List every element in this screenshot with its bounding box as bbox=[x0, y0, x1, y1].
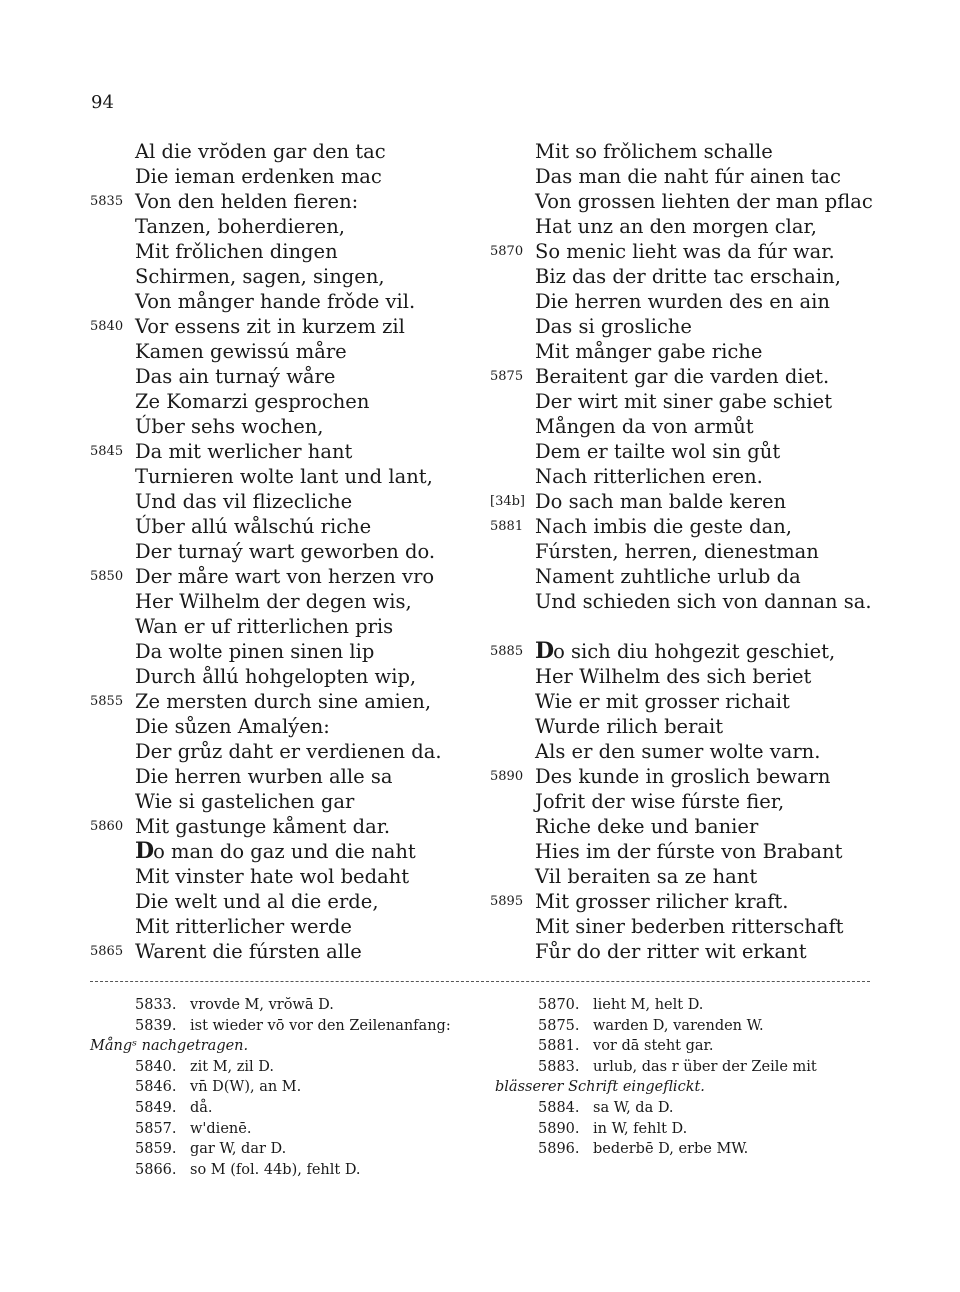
verse-line bbox=[90, 364, 490, 389]
verse-text bbox=[135, 889, 379, 914]
verse-text bbox=[535, 414, 754, 439]
verse-line bbox=[490, 364, 910, 389]
line-number: 5895 bbox=[490, 894, 524, 909]
verse-body: Nach imbis die geste dan, bbox=[535, 515, 792, 538]
verse-text bbox=[535, 339, 762, 364]
verse-body: Vor essens zit in kurzem zil bbox=[135, 315, 405, 338]
line-number: 5860 bbox=[90, 819, 124, 834]
verse-text bbox=[535, 939, 807, 964]
verse-text bbox=[535, 289, 830, 314]
verse-body: Durch ållú hohgelopten wip, bbox=[135, 665, 417, 688]
verse-line bbox=[90, 489, 490, 514]
verse-text bbox=[135, 839, 416, 864]
verse-body: Mit frǒlichen dingen bbox=[135, 240, 338, 263]
footnote-text: ist wieder vō vor den Zeilenanfang: bbox=[190, 1017, 451, 1034]
footnote bbox=[495, 1036, 875, 1057]
verse-body: Der wirt mit siner gabe schiet bbox=[535, 390, 833, 413]
verse-text bbox=[535, 439, 780, 464]
footnote-text: vor dā steht gar. bbox=[593, 1038, 714, 1055]
verse-text bbox=[135, 764, 392, 789]
verse-body: Jofrit der wise fúrste fier, bbox=[535, 790, 785, 813]
verse-body: Der måre wart von herzen vro bbox=[135, 565, 435, 588]
footnote-ref: 5884. bbox=[538, 1099, 580, 1116]
footnote-ref: 5859. bbox=[135, 1141, 177, 1158]
verse-body: Und das vil flizecliche bbox=[135, 490, 353, 513]
verse-body: Mit grosser rilicher kraft. bbox=[535, 890, 789, 913]
verse-text bbox=[535, 789, 784, 814]
footnote-ref: 5866. bbox=[135, 1161, 177, 1178]
verse-line bbox=[90, 664, 490, 689]
footnote bbox=[90, 1016, 490, 1037]
verse-body: Das ain turnaý wåre bbox=[135, 365, 336, 388]
footnote-continuation: blässerer Schrift eingeflickt. bbox=[495, 1079, 705, 1096]
verse-line bbox=[90, 914, 490, 939]
verse-text bbox=[135, 614, 393, 639]
verse-line bbox=[90, 689, 490, 714]
initial-letter: D bbox=[535, 638, 554, 664]
footnote-text: då. bbox=[190, 1099, 213, 1116]
footnote bbox=[495, 1119, 875, 1140]
footnote-ref: 5870. bbox=[538, 997, 580, 1013]
verse-text bbox=[135, 139, 386, 164]
verse-body: Wie si gastelichen gar bbox=[135, 790, 355, 813]
footnote-text: gar W, dar D. bbox=[190, 1141, 287, 1158]
verse-line bbox=[90, 414, 490, 439]
verse-text bbox=[535, 139, 773, 164]
verse-line bbox=[90, 314, 490, 339]
verse-text bbox=[535, 514, 792, 539]
verse-line bbox=[490, 739, 910, 764]
verse-text bbox=[135, 539, 435, 564]
footnote-ref: 5833. bbox=[135, 997, 177, 1013]
verse-body: o man do gaz und die naht bbox=[153, 840, 416, 863]
verse-body: Ze Komarzi gesprochen bbox=[135, 390, 370, 413]
footnote bbox=[495, 1077, 875, 1098]
verse-line bbox=[490, 289, 910, 314]
verse-text bbox=[535, 864, 757, 889]
verse-body: Vil beraiten sa ze hant bbox=[535, 865, 758, 888]
verse-line bbox=[490, 514, 910, 539]
verse-line bbox=[90, 164, 490, 189]
line-number: [34b] bbox=[490, 494, 526, 509]
footnote bbox=[90, 1160, 490, 1181]
verse-line bbox=[90, 564, 490, 589]
verse-body: Her Wilhelm der degen wis, bbox=[135, 590, 412, 613]
line-number: 5885 bbox=[490, 644, 524, 659]
verse-text bbox=[135, 739, 442, 764]
verse-line bbox=[90, 514, 490, 539]
verse-line bbox=[490, 464, 910, 489]
verse-line bbox=[490, 164, 910, 189]
verse-line bbox=[90, 214, 490, 239]
footnote-text: bederbē D, erbe MW. bbox=[593, 1141, 749, 1158]
verse-text bbox=[535, 364, 829, 389]
verse-text bbox=[535, 739, 820, 764]
footnote bbox=[90, 1036, 490, 1057]
verse-text bbox=[135, 439, 352, 464]
verse-body: Fúrsten, herren, dienestman bbox=[535, 540, 819, 563]
verse-line bbox=[90, 939, 490, 964]
verse-line bbox=[490, 914, 910, 939]
footnote-text: warden D, varenden W. bbox=[593, 1017, 764, 1034]
verse-text bbox=[135, 464, 433, 489]
line-number: 5855 bbox=[90, 694, 124, 709]
verse-text bbox=[135, 389, 369, 414]
verse-text bbox=[135, 914, 352, 939]
verse-body: Die herren wurben alle sa bbox=[135, 765, 393, 788]
footnote bbox=[495, 1139, 875, 1160]
verse-text bbox=[135, 264, 385, 289]
verse-text bbox=[135, 864, 409, 889]
verse-body: Beraitent gar die varden diet. bbox=[535, 365, 830, 388]
verse-line bbox=[90, 589, 490, 614]
verse-body: Schirmen, sagen, singen, bbox=[135, 265, 385, 288]
footnote-text: sa W, da D. bbox=[593, 1099, 674, 1116]
verse-body: Turnieren wolte lant und lant, bbox=[135, 465, 433, 488]
footnote bbox=[495, 1057, 875, 1078]
verse-body: o sich diu hohgezit geschiet, bbox=[553, 640, 836, 663]
footnote-divider bbox=[90, 981, 870, 982]
footnote-text: vrovde M, vrŏwā D. bbox=[190, 997, 334, 1013]
verse-text bbox=[535, 314, 692, 339]
verse-body: Dem er tailte wol sin gůt bbox=[535, 440, 781, 463]
footnote bbox=[495, 1016, 875, 1037]
line-number: 5840 bbox=[90, 319, 124, 334]
verse-text bbox=[135, 414, 324, 439]
line-number: 5835 bbox=[90, 194, 124, 209]
verse-text bbox=[535, 564, 801, 589]
verse-line bbox=[90, 439, 490, 464]
verse-text bbox=[135, 639, 374, 664]
verse-text bbox=[535, 664, 811, 689]
verse-text bbox=[535, 189, 873, 214]
footnote-ref: 5839. bbox=[135, 1017, 177, 1034]
verse-line bbox=[490, 864, 910, 889]
verse-text bbox=[135, 289, 415, 314]
verse-line bbox=[490, 689, 910, 714]
verse-text bbox=[535, 839, 842, 864]
verse-text bbox=[135, 814, 390, 839]
verse-text bbox=[535, 214, 817, 239]
footnote bbox=[90, 1077, 490, 1098]
verse-text bbox=[535, 589, 872, 614]
verse-text bbox=[135, 364, 335, 389]
verse-line bbox=[490, 714, 910, 739]
verse-line bbox=[90, 264, 490, 289]
line-number: 5850 bbox=[90, 569, 124, 584]
footnote-ref: 5881. bbox=[538, 1038, 580, 1055]
verse-body: Des kunde in groslich bewarn bbox=[535, 765, 831, 788]
verse-body: Und schieden sich von dannan sa. bbox=[535, 590, 872, 613]
verse-line bbox=[90, 789, 490, 814]
verse-text bbox=[135, 689, 431, 714]
footnote-text: vn̄ D(W), an M. bbox=[190, 1079, 302, 1096]
footnote bbox=[90, 995, 490, 1016]
line-number: 5870 bbox=[490, 244, 524, 259]
verse-body: Riche deke und banier bbox=[535, 815, 759, 838]
verse-body: Von den helden fieren: bbox=[135, 190, 359, 213]
verse-line bbox=[490, 389, 910, 414]
footnote bbox=[90, 1057, 490, 1078]
verse-body: Mit ritterlicher werde bbox=[135, 915, 352, 938]
verse-text bbox=[135, 214, 345, 239]
footnote-ref: 5857. bbox=[135, 1120, 177, 1137]
verse-body: Wurde rilich berait bbox=[535, 715, 724, 738]
verse-line bbox=[90, 239, 490, 264]
verse-line bbox=[490, 314, 910, 339]
verse-line bbox=[90, 539, 490, 564]
verse-body: Mit so frǒlichem schalle bbox=[535, 140, 773, 163]
verse-line bbox=[490, 839, 910, 864]
verse-body: Wan er uf ritterlichen pris bbox=[135, 615, 394, 638]
verse-text bbox=[135, 789, 354, 814]
line-number: 5845 bbox=[90, 444, 124, 459]
verse-line bbox=[90, 639, 490, 664]
verse-line bbox=[490, 789, 910, 814]
verse-body: Nach ritterlichen eren. bbox=[535, 465, 763, 488]
verse-text bbox=[135, 339, 347, 364]
verse-line bbox=[490, 889, 910, 914]
footnotes-right bbox=[495, 995, 875, 1160]
verse-body: Die ieman erdenken mac bbox=[135, 165, 382, 188]
verse-line bbox=[490, 139, 910, 164]
verse-text bbox=[535, 464, 763, 489]
verse-body: Von grossen liehten der man pflac bbox=[535, 190, 873, 213]
verse-body: Fůr do der ritter wit erkant bbox=[535, 940, 807, 963]
verse-text bbox=[535, 239, 835, 264]
verse-body: Mit siner bederben ritterschaft bbox=[535, 915, 844, 938]
verse-body: Als er den sumer wolte varn. bbox=[535, 740, 821, 763]
footnote-ref: 5875. bbox=[538, 1017, 580, 1034]
verse-text bbox=[535, 714, 723, 739]
verse-text bbox=[535, 539, 819, 564]
verse-text bbox=[135, 514, 371, 539]
verse-column-left bbox=[90, 139, 490, 964]
verse-body: Mången da von armůt bbox=[535, 415, 754, 438]
verse-line bbox=[490, 214, 910, 239]
verse-text bbox=[535, 764, 830, 789]
footnote-text: lieht M, helt D. bbox=[593, 997, 704, 1013]
verse-body: So menic lieht was da fúr war. bbox=[535, 240, 835, 263]
verse-line bbox=[90, 739, 490, 764]
verse-text bbox=[535, 689, 790, 714]
verse-body: Kamen gewissú måre bbox=[135, 340, 347, 363]
verse-line bbox=[490, 414, 910, 439]
verse-line bbox=[490, 339, 910, 364]
verse-line bbox=[90, 189, 490, 214]
verse-body: Tanzen, boherdieren, bbox=[135, 215, 345, 238]
footnote bbox=[90, 1139, 490, 1160]
verse-line bbox=[490, 189, 910, 214]
verse-body: Úber sehs wochen, bbox=[135, 415, 324, 438]
verse-line bbox=[90, 389, 490, 414]
verse-text bbox=[535, 814, 758, 839]
verse-body: Die herren wurden des en ain bbox=[535, 290, 830, 313]
verse-line bbox=[490, 564, 910, 589]
verse-body: Mit gastunge kåment dar. bbox=[135, 815, 391, 838]
verse-body: Die welt und al die erde, bbox=[135, 890, 379, 913]
verse-text bbox=[535, 914, 844, 939]
verse-text bbox=[535, 489, 786, 514]
verse-line bbox=[490, 814, 910, 839]
verse-line bbox=[490, 664, 910, 689]
verse-body: Da wolte pinen sinen lip bbox=[135, 640, 375, 663]
verse-text bbox=[135, 314, 405, 339]
verse-line bbox=[490, 939, 910, 964]
verse-body: Die sůzen Amalýen: bbox=[135, 715, 330, 738]
verse-body: Der turnaý wart geworben do. bbox=[135, 540, 436, 563]
verse-line bbox=[90, 864, 490, 889]
footnote bbox=[90, 1098, 490, 1119]
footnote-text: zit M, zil D. bbox=[190, 1058, 275, 1075]
footnote-ref: 5896. bbox=[538, 1141, 580, 1158]
verse-text bbox=[135, 939, 362, 964]
verse-text bbox=[135, 239, 338, 264]
verse-body: Hat unz an den morgen clar, bbox=[535, 215, 817, 238]
verse-line bbox=[90, 839, 490, 864]
verse-line bbox=[490, 764, 910, 789]
verse-line bbox=[490, 264, 910, 289]
verse-line bbox=[490, 439, 910, 464]
verse-text bbox=[535, 639, 835, 664]
verse-column-right bbox=[490, 139, 910, 964]
verse-body: Hies im der fúrste von Brabant bbox=[535, 840, 843, 863]
verse-line bbox=[490, 489, 910, 514]
verse-line bbox=[90, 614, 490, 639]
line-number: 5890 bbox=[490, 769, 524, 784]
verse-body: Da mit werlicher hant bbox=[135, 440, 353, 463]
verse-body: Das man die naht fúr ainen tac bbox=[535, 165, 841, 188]
verse-body: Mit vinster hate wol bedaht bbox=[135, 865, 410, 888]
verse-line bbox=[490, 589, 910, 614]
verse-line bbox=[90, 289, 490, 314]
page-number: 94 bbox=[91, 92, 114, 113]
verse-line bbox=[490, 639, 910, 664]
footnote bbox=[495, 1098, 875, 1119]
verse-line bbox=[490, 239, 910, 264]
verse-line bbox=[90, 339, 490, 364]
verse-text bbox=[135, 664, 416, 689]
verse-text bbox=[135, 164, 382, 189]
line-number: 5875 bbox=[490, 369, 524, 384]
footnote-text: so M (fol. 44b), fehlt D. bbox=[190, 1161, 361, 1178]
verse-body: Do sach man balde keren bbox=[535, 490, 787, 513]
verse-text bbox=[535, 389, 832, 414]
verse-text bbox=[535, 889, 788, 914]
verse-text bbox=[535, 164, 841, 189]
verse-line bbox=[90, 814, 490, 839]
verse-text bbox=[135, 714, 330, 739]
verse-body: Wie er mit grosser richait bbox=[535, 690, 790, 713]
verse-body: Mit månger gabe riche bbox=[535, 340, 763, 363]
verse-text bbox=[535, 264, 841, 289]
footnote bbox=[90, 1119, 490, 1140]
stanza-gap bbox=[490, 614, 910, 639]
footnote bbox=[495, 995, 875, 1016]
footnote-text: urlub, das r über der Zeile mit bbox=[593, 1058, 817, 1075]
footnote-text: w'dienē. bbox=[190, 1120, 252, 1137]
verse-line bbox=[90, 139, 490, 164]
line-number: 5881 bbox=[490, 519, 524, 534]
verse-line bbox=[90, 889, 490, 914]
footnote-continuation: Mångˢ nachgetragen. bbox=[90, 1038, 249, 1055]
footnote-ref: 5849. bbox=[135, 1099, 177, 1116]
verse-line bbox=[90, 714, 490, 739]
footnote-ref: 5846. bbox=[135, 1079, 177, 1096]
footnote-ref: 5890. bbox=[538, 1120, 580, 1137]
footnotes-left bbox=[90, 995, 490, 1180]
verse-line bbox=[490, 539, 910, 564]
verse-body: Úber allú wålschú riche bbox=[135, 515, 372, 538]
footnote-ref: 5883. bbox=[538, 1058, 580, 1075]
verse-text bbox=[135, 564, 434, 589]
verse-text bbox=[135, 589, 412, 614]
verse-text bbox=[135, 189, 358, 214]
verse-body: Von månger hande frǒde vil. bbox=[135, 290, 416, 313]
verse-body: Her Wilhelm des sich beriet bbox=[535, 665, 812, 688]
verse-body: Warent die fúrsten alle bbox=[135, 940, 362, 963]
verse-body: Der grůz daht er verdienen da. bbox=[135, 740, 442, 763]
footnote-text: in W, fehlt D. bbox=[593, 1120, 688, 1137]
verse-line bbox=[90, 464, 490, 489]
verse-body: Al die vrŏden gar den tac bbox=[135, 140, 386, 163]
verse-body: Das si grosliche bbox=[535, 315, 692, 338]
verse-body: Ze mersten durch sine amien, bbox=[135, 690, 432, 713]
verse-body: Nament zuhtliche urlub da bbox=[535, 565, 801, 588]
verse-text bbox=[135, 489, 352, 514]
footnote-ref: 5840. bbox=[135, 1058, 177, 1075]
line-number: 5865 bbox=[90, 944, 124, 959]
verse-body: Biz das der dritte tac erschain, bbox=[535, 265, 841, 288]
verse-line bbox=[90, 764, 490, 789]
initial-letter: D bbox=[135, 838, 154, 864]
